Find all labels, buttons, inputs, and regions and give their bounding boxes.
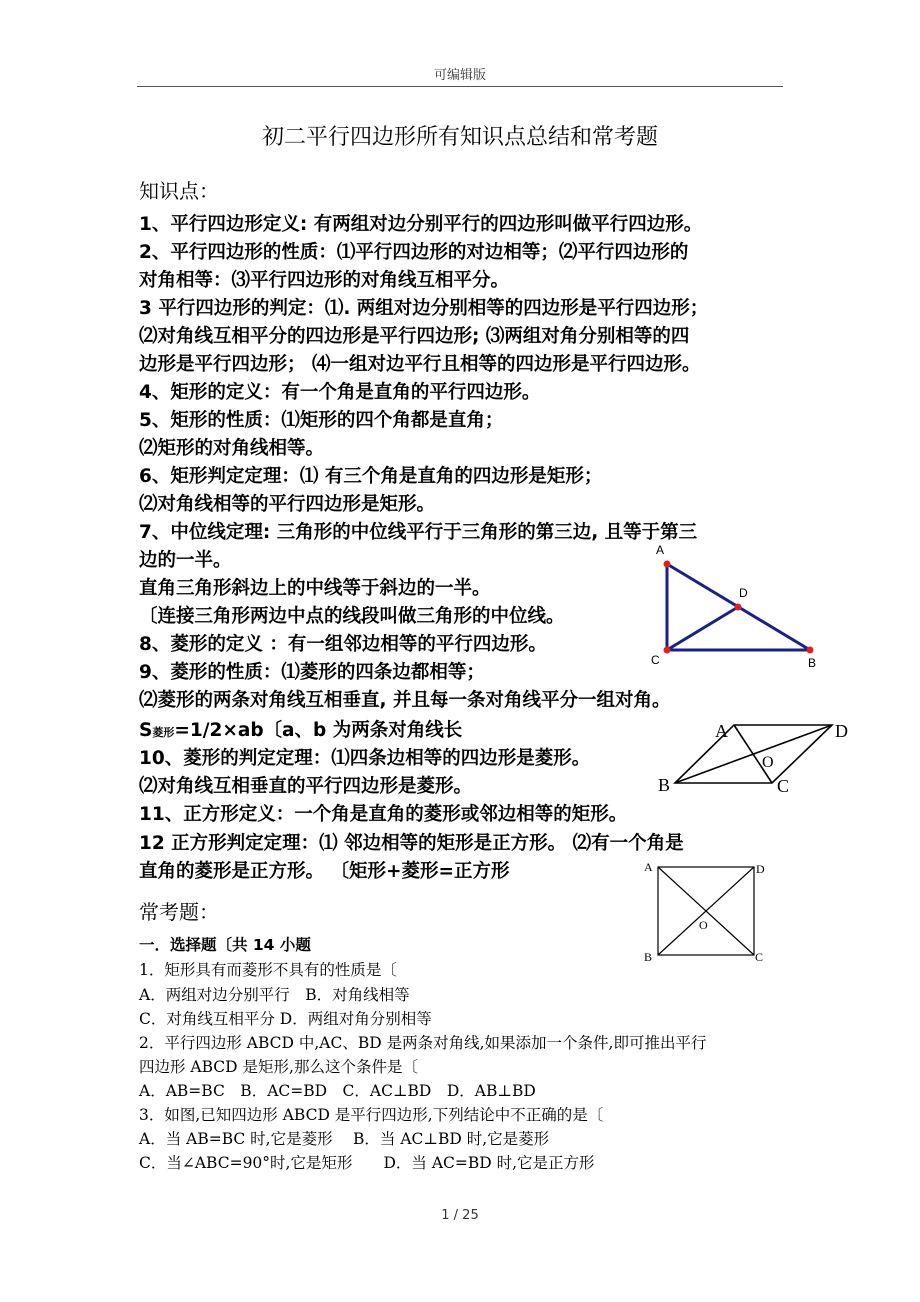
page-number: 1 / 25 [441, 1208, 479, 1223]
rhombus-area-formula [139, 716, 462, 742]
exam-heading: 常考题： [139, 900, 219, 924]
label-a: A [644, 860, 653, 874]
knowledge-line: ⑵矩形的对角线相等。 [139, 438, 325, 459]
label-d: D [835, 721, 848, 741]
area-symbol: S [139, 720, 153, 741]
square-figure [640, 855, 770, 967]
label-c: C [755, 950, 764, 964]
label-a: A [656, 543, 665, 557]
question-line: 1．矩形具有而菱形不具有的性质是〔 [139, 961, 397, 979]
knowledge-heading: 知识点： [139, 179, 219, 203]
label-c: C [777, 776, 790, 796]
label-b: B [808, 656, 817, 670]
knowledge-line: 8、菱形的定义 ：有一组邻边相等的平行四边形。 [139, 634, 547, 655]
question-line: C．对角线互相平分 D．两组对角分别相等 [139, 1010, 432, 1028]
knowledge-line: 边形是平行四边形； ⑷一组对边平行且相等的四边形是平行四边形。 [139, 354, 701, 375]
knowledge-line: 2、平行四边形的性质：⑴平行四边形的对边相等；⑵平行四边形的 [139, 242, 689, 263]
knowledge-line: 9、菱形的性质：⑴菱形的四条边都相等； [139, 662, 485, 683]
point-a [664, 561, 671, 568]
point-c [664, 647, 671, 654]
knowledge-line: 11、正方形定义：一个角是直角的菱形或邻边相等的矩形。 [139, 804, 628, 825]
question-line: 2．平行四边形 ABCD 中,AC、BD 是两条对角线,如果添加一个条件,即可推出平行 [139, 1034, 707, 1052]
median-cd [667, 607, 738, 650]
label-b: B [644, 950, 653, 964]
label-a: A [715, 721, 728, 741]
label-d: D [739, 586, 748, 600]
label-o: O [699, 918, 708, 932]
label-o: O [762, 754, 774, 771]
knowledge-line: 边的一半。 [139, 550, 232, 571]
label-b: B [658, 775, 671, 795]
label-c: C [651, 653, 660, 667]
knowledge-line: 1、平行四边形定义: 有两组对边分别平行的四边形叫做平行四边形。 [139, 214, 703, 235]
page-header: 可编辑版 [433, 68, 486, 83]
knowledge-line: 12 正方形判定定理：⑴ 邻边相等的矩形是正方形。 ⑵有一个角是 [139, 833, 684, 854]
diagonal-bd [675, 725, 832, 783]
question-line: C．当∠ABC=90°时,它是矩形 D．当 AC=BD 时,它是正方形 [139, 1154, 595, 1172]
question-line: 四边形 ABCD 是矩形,那么这个条件是〔 [139, 1058, 418, 1076]
knowledge-line: 10、菱形的判定定理：⑴四条边相等的四边形是菱形。 [139, 748, 591, 769]
header-divider [137, 86, 783, 87]
knowledge-line: 4、矩形的定义：有一个角是直角的平行四边形。 [139, 382, 541, 403]
knowledge-line: 〔连接三角形两边中点的线段叫做三角形的中位线。 [139, 606, 565, 627]
area-formula-rest: =1/2×ab〔a、b 为两条对角线长 [174, 720, 463, 741]
knowledge-line: ⑵菱形的两条对角线互相垂直, 并且每一条对角线平分一组对角。 [139, 690, 671, 711]
knowledge-line: 7、中位线定理: 三角形的中位线平行于三角形的第三边, 且等于第三 [139, 522, 698, 543]
label-d: D [756, 862, 765, 876]
knowledge-line: 3 平行四边形的判定：⑴. 两组对边分别相等的四边形是平行四边形； [139, 298, 709, 319]
point-d [735, 604, 742, 611]
knowledge-line: 直角的菱形是正方形。 〔矩形+菱形=正方形 [139, 861, 510, 882]
point-b [807, 647, 814, 654]
knowledge-line: ⑵对角线相等的平行四边形是矩形。 [139, 494, 436, 515]
knowledge-line: 5、矩形的性质：⑴矩形的四个角都是直角； [139, 410, 504, 431]
knowledge-line: 6、矩形判定定理：⑴ 有三个角是直角的四边形是矩形； [139, 466, 603, 487]
question-line: A．AB=BC B．AC=BD C．AC⊥BD D．AB⊥BD [139, 1082, 536, 1100]
question-line: A．当 AB=BC 时,它是菱形 B．当 AC⊥BD 时,它是菱形 [139, 1130, 550, 1148]
question-line: 3．如图,已知四边形 ABCD 是平行四边形,下列结论中不正确的是〔 [139, 1106, 604, 1124]
knowledge-line: 对角相等：⑶平行四边形的对角线互相平分。 [139, 270, 510, 291]
knowledge-line: ⑵对角线互相平分的四边形是平行四边形; ⑶两组对角分别相等的四 [139, 326, 690, 347]
knowledge-line: ⑵对角线互相垂直的平行四边形是菱形。 [139, 776, 473, 797]
area-subscript: 菱形 [152, 726, 175, 739]
document-title: 初二平行四边形所有知识点总结和常考题 [261, 125, 658, 150]
choice-section-title: 一．选择题〔共 14 小题 [139, 936, 311, 954]
knowledge-line: 直角三角形斜边上的中线等于斜边的一半。 [139, 578, 491, 599]
rhombus-figure [655, 715, 860, 797]
right-triangle-figure [645, 540, 830, 675]
question-line: A．两组对边分别平行 B．对角线相等 [139, 986, 410, 1004]
